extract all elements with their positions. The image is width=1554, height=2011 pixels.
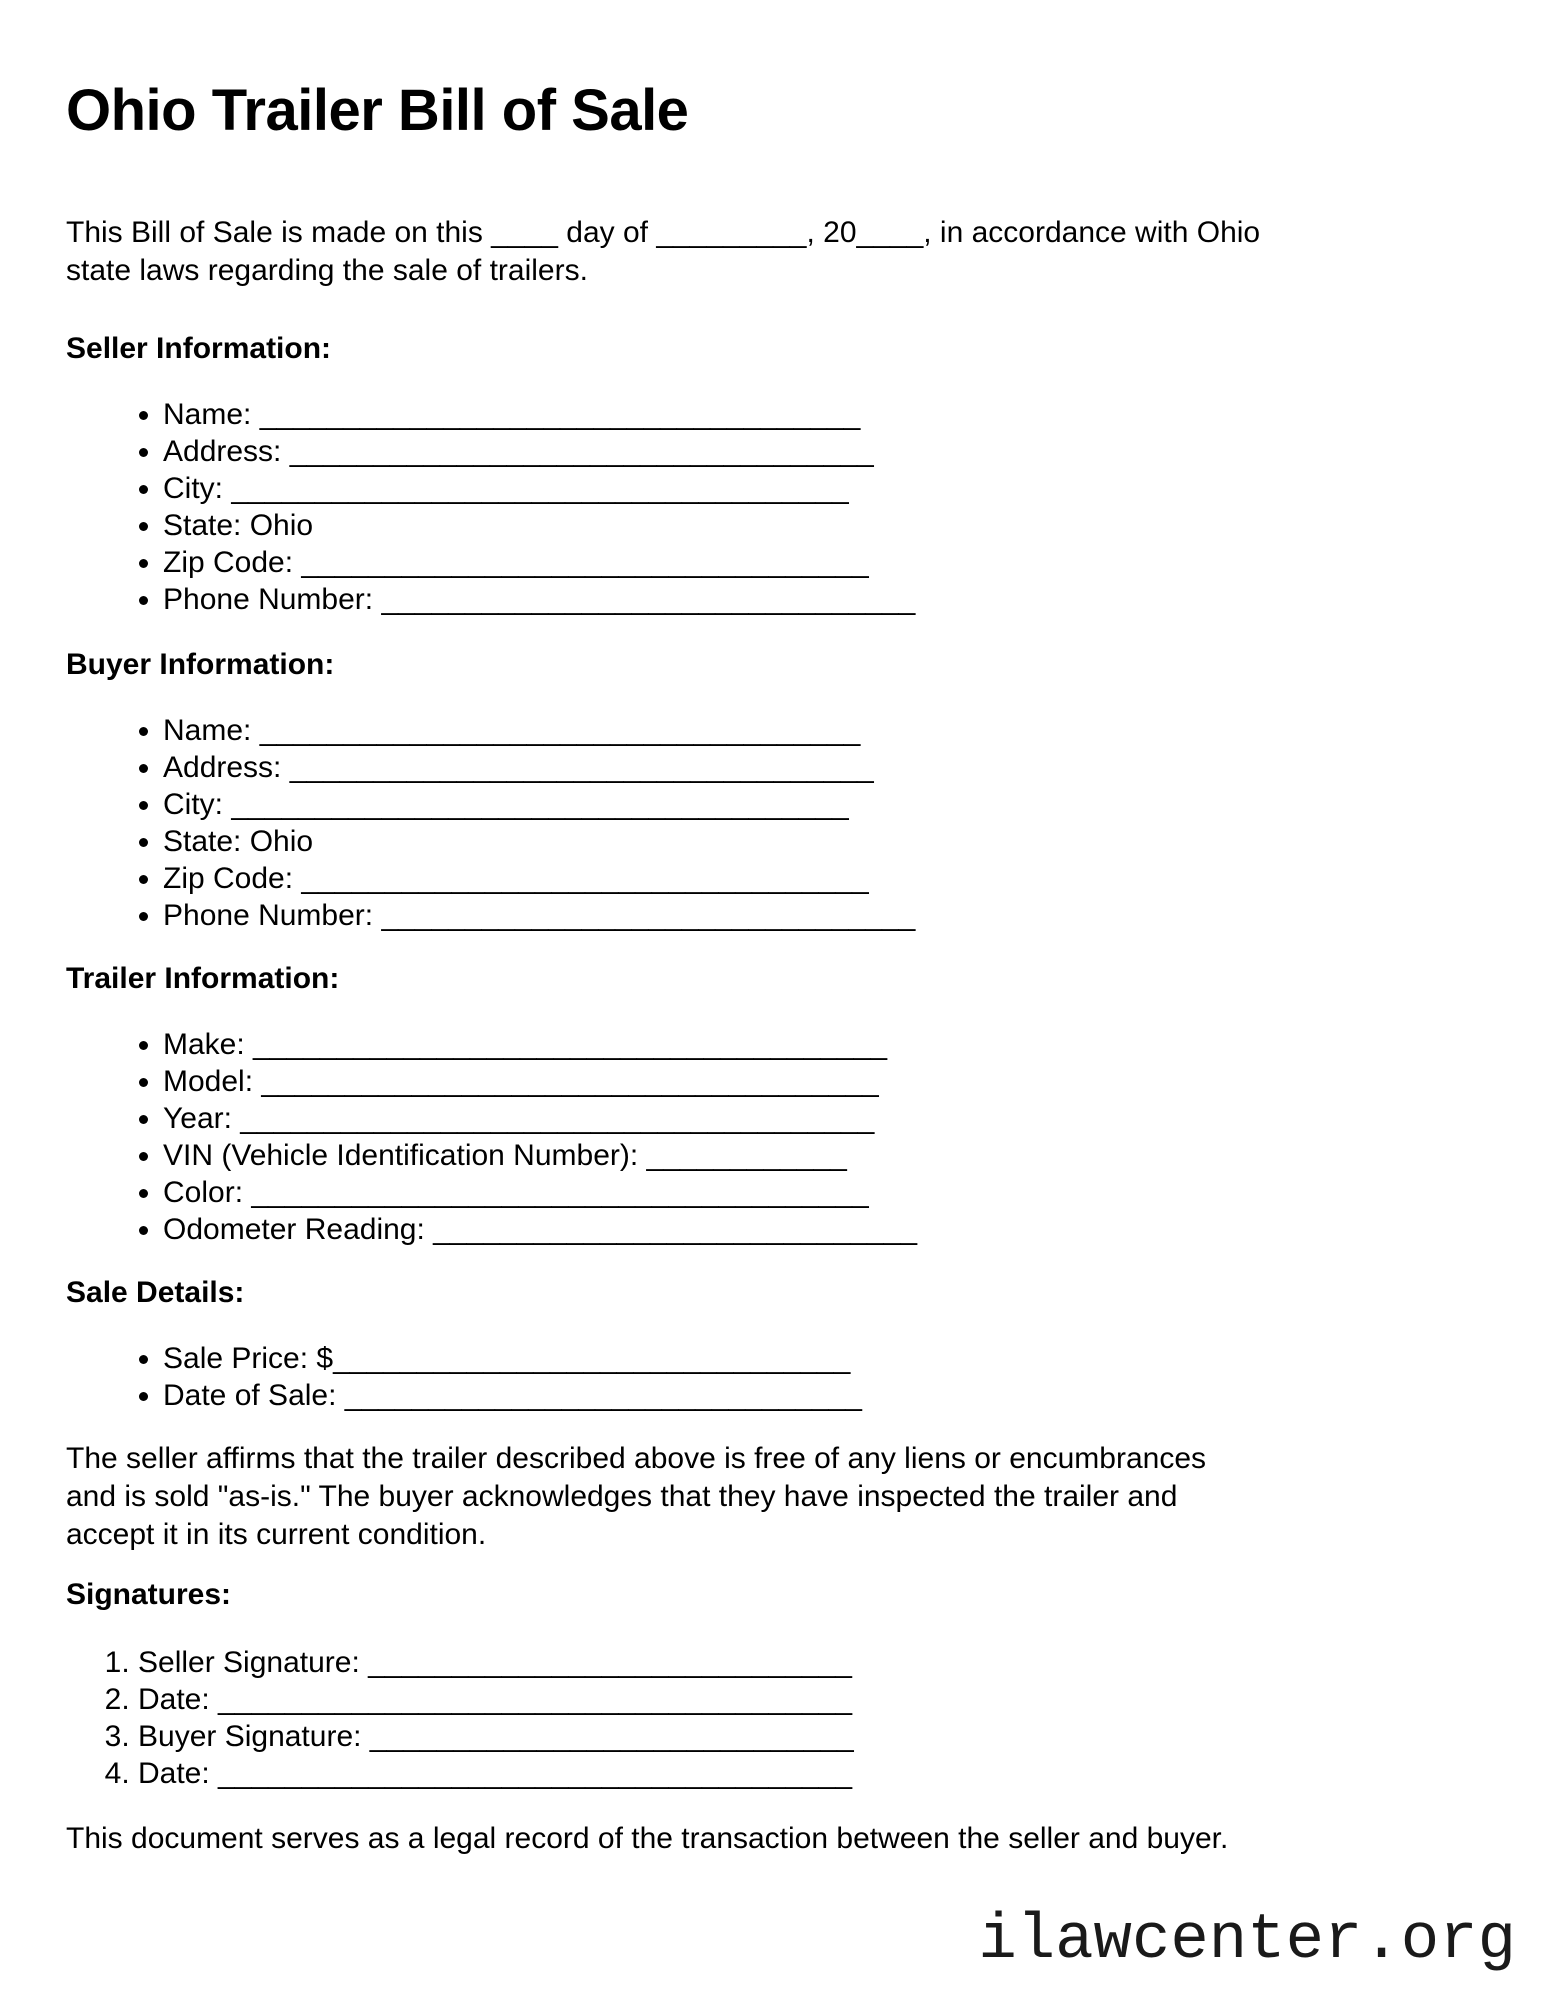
- field-buyer-state: • State: Ohio: [163, 823, 1488, 860]
- document-title: Ohio Trailer Bill of Sale: [66, 78, 689, 143]
- field-seller-city: • City: _____________________________________: [163, 470, 1488, 507]
- signatures-heading: Signatures:: [66, 1578, 232, 1611]
- field-seller-signature: 1. Seller Signature: _____________________________: [138, 1644, 1488, 1681]
- sale-details-heading: Sale Details:: [66, 1276, 245, 1309]
- field-trailer-make: • Make: ______________________________________: [163, 1026, 1488, 1063]
- field-seller-phone: • Phone Number: ________________________________: [163, 581, 1488, 618]
- field-trailer-color: • Color: _____________________________________: [163, 1174, 1488, 1211]
- seller-section-heading: Seller Information:: [66, 332, 332, 365]
- affirmation-line-3: accept it in its current condition.: [66, 1518, 487, 1551]
- field-trailer-year: • Year: ______________________________________: [163, 1100, 1488, 1137]
- signatures-list: [66, 1644, 1488, 1792]
- field-trailer-model: • Model: _____________________________________: [163, 1063, 1488, 1100]
- intro-paragraph: [66, 214, 1488, 290]
- affirmation-paragraph: [66, 1440, 1488, 1554]
- field-sale-price: • Sale Price: $_______________________________: [163, 1340, 1488, 1377]
- field-buyer-phone: • Phone Number: ________________________________: [163, 897, 1488, 934]
- seller-fields-list: [66, 396, 1488, 618]
- field-date-of-sale: • Date of Sale: _______________________________: [163, 1377, 1488, 1414]
- intro-line-1: This Bill of Sale is made on this ____ day of _________, 20____, in accordance with Ohio: [66, 216, 1261, 249]
- intro-line-2: state laws regarding the sale of trailers.: [66, 254, 588, 287]
- trailer-section-heading: Trailer Information:: [66, 962, 340, 995]
- trailer-fields-list: [66, 1026, 1488, 1248]
- field-seller-signature-date: 2. Date: ______________________________________: [138, 1681, 1488, 1718]
- field-buyer-city: • City: _____________________________________: [163, 786, 1488, 823]
- brand-watermark: ilawcenter.org: [978, 1905, 1516, 1977]
- affirmation-line-2: and is sold "as-is." The buyer acknowledges that they have inspected the trailer and: [66, 1480, 1178, 1513]
- field-buyer-name: • Name: ____________________________________: [163, 712, 1488, 749]
- field-buyer-address: • Address: ___________________________________: [163, 749, 1488, 786]
- field-seller-zip: • Zip Code: __________________________________: [163, 544, 1488, 581]
- affirmation-line-1: The seller affirms that the trailer described above is free of any liens or encumbrances: [66, 1442, 1206, 1475]
- closing-statement: This document serves as a legal record of the transaction between the seller and buyer.: [66, 1822, 1229, 1855]
- sale-details-list: [66, 1340, 1488, 1414]
- field-buyer-zip: • Zip Code: __________________________________: [163, 860, 1488, 897]
- field-seller-address: • Address: ___________________________________: [163, 433, 1488, 470]
- field-seller-state: • State: Ohio: [163, 507, 1488, 544]
- field-buyer-signature: 3. Buyer Signature: _____________________________: [138, 1718, 1488, 1755]
- field-buyer-signature-date: 4. Date: ______________________________________: [138, 1755, 1488, 1792]
- field-trailer-vin: • VIN (Vehicle Identification Number): ____________: [163, 1137, 1488, 1174]
- buyer-section-heading: Buyer Information:: [66, 648, 335, 681]
- field-seller-name: • Name: ____________________________________: [163, 396, 1488, 433]
- buyer-fields-list: [66, 712, 1488, 934]
- field-trailer-odometer: • Odometer Reading: _____________________________: [163, 1211, 1488, 1248]
